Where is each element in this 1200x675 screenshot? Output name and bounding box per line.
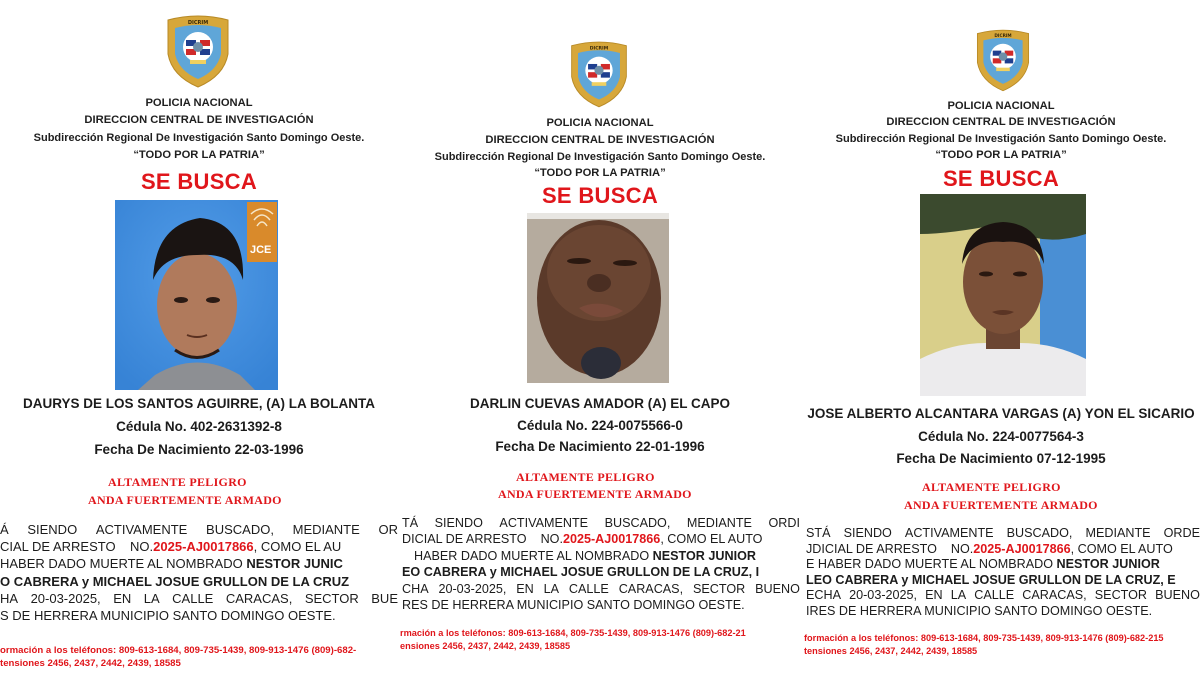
jce-label: JCE — [250, 244, 272, 256]
header-policia-nacional: POLICIA NACIONAL — [145, 97, 253, 109]
wanted-poster-2 — [398, 0, 802, 675]
header-motto: “TODO POR LA PATRIA” — [534, 167, 666, 179]
wanted-description-paragraph: TÁ SIENDO ACTIVAMENTE BUSCADO, MEDIANTE ORDI DICIAL DE ARRESTO NO.2025-AJ0017866, COMO EL AUTO HABER DADO MUERTE AL NOMBRADO NESTOR JUNIOR EO CABRERA y MICHAEL JOSUE GRULLON DE LA CRUZ, I CHA 20-03-2025, EN LA CALLE CARACAS, SECTOR BUENO RES DE HERRERA MUNICIPIO SANTO DOMINGO OESTE. — [402, 516, 800, 613]
suspect-name: DARLIN CUEVAS AMADOR (A) EL CAPO — [469, 396, 730, 411]
wanted-description-paragraph: STÁ SIENDO ACTIVAMENTE BUSCADO, MEDIANTE ORDE JDICIAL DE ARRESTO NO.2025-AJ0017866, COMO EL AUTO E HABER DADO MUERTE AL NOMBRADO NESTOR JUNIOR LEO CABRERA y MICHAEL JOSUE GRULLON DE LA CRUZ, E ECHA 20-03-2025, EN LA CALLE CARACAS, SECTOR BUENO IRES DE HERRERA MUNICIPIO SANTO DOMINGO OESTE. — [806, 526, 1200, 618]
warning-dangerous: ALTAMENTE PELIGRO — [516, 470, 655, 484]
suspect-photo — [527, 213, 669, 383]
suspect-birth-date: Fecha De Nacimiento 22-01-1996 — [495, 439, 705, 454]
suspect-cedula: Cédula No. 402-2631392-8 — [116, 419, 282, 434]
warning-armed: ANDA FUERTEMENTE ARMADO — [88, 493, 282, 507]
svg-text:DICRIM: DICRIM — [589, 46, 609, 52]
contact-phones: ormación a los teléfonos: 809-613-1684, 809-735-1439, 809-913-1476 (809)-682- tensiones 2456, 2437, 2442, 2439, 18585 — [0, 645, 357, 669]
wanted-description-paragraph: Á SIENDO ACTIVAMENTE BUSCADO, MEDIANTE OR CIAL DE ARRESTO NO.2025-AJ0017866, COMO EL AU HABER DADO MUERTE AL NOMBRADO NESTOR JUNIC O CABRERA y MICHAEL JOSUE GRULLON DE LA CRUZ HA 20-03-2025, EN LA CALLE CARACAS, SECTOR BUE S DE HERRERA MUNICIPIO SANTO DOMINGO OESTE. — [0, 522, 398, 624]
warning-dangerous: ALTAMENTE PELIGRO — [108, 475, 247, 489]
svg-text:DICRIM: DICRIM — [994, 33, 1012, 39]
wanted-poster-1 — [0, 0, 398, 675]
header-motto: “TODO POR LA PATRIA” — [935, 149, 1067, 161]
header-subdireccion: Subdirección Regional De Investigación Santo Domingo Oeste. — [835, 133, 1167, 145]
arrest-warrant-number: 2025-AJ0017866 — [562, 532, 661, 547]
suspect-birth-date: Fecha De Nacimiento 22-03-1996 — [94, 442, 304, 457]
dicrim-badge-icon — [568, 40, 630, 108]
suspect-cedula: Cédula No. 224-0075566-0 — [517, 418, 683, 433]
dicrim-badge-icon — [164, 14, 232, 88]
header-direccion-central: DIRECCION CENTRAL DE INVESTIGACIÓN — [84, 114, 314, 126]
suspect-photo — [115, 200, 278, 390]
header-motto: “TODO POR LA PATRIA” — [133, 149, 265, 161]
svg-text:DICRIM: DICRIM — [187, 20, 209, 26]
se-busca-title: SE BUSCA — [541, 183, 659, 208]
warning-armed: ANDA FUERTEMENTE ARMADO — [498, 487, 692, 501]
suspect-photo — [920, 194, 1086, 396]
suspect-name: DAURYS DE LOS SANTOS AGUIRRE, (A) LA BOLANTA — [22, 396, 375, 411]
contact-phones: rmación a los teléfonos: 809-613-1684, 809-735-1439, 809-913-1476 (809)-682-21 ensiones 2456, 2437, 2442, 2439, 18585 — [400, 628, 746, 651]
se-busca-title: SE BUSCA — [942, 166, 1060, 191]
header-policia-nacional: POLICIA NACIONAL — [947, 100, 1055, 112]
arrest-warrant-number: 2025-AJ0017866 — [973, 541, 1071, 556]
suspect-name: JOSE ALBERTO ALCANTARA VARGAS (A) YON EL SICARIO — [807, 406, 1195, 421]
suspect-birth-date: Fecha De Nacimiento 07-12-1995 — [896, 451, 1106, 466]
suspect-cedula: Cédula No. 224-0077564-3 — [918, 429, 1084, 444]
contact-phones: formación a los teléfonos: 809-613-1684, 809-735-1439, 809-913-1476 (809)-682-215 tensiones 2456, 2437, 2442, 2439, 18585 — [804, 633, 1164, 656]
arrest-warrant-number: 2025-AJ0017866 — [153, 539, 254, 555]
header-direccion-central: DIRECCION CENTRAL DE INVESTIGACIÓN — [485, 134, 715, 146]
header-subdireccion: Subdirección Regional De Investigación Santo Domingo Oeste. — [434, 151, 766, 163]
header-direccion-central: DIRECCION CENTRAL DE INVESTIGACIÓN — [886, 116, 1116, 128]
warning-armed: ANDA FUERTEMENTE ARMADO — [904, 498, 1098, 512]
se-busca-title: SE BUSCA — [140, 169, 258, 194]
dicrim-badge-icon — [974, 28, 1032, 92]
warning-dangerous: ALTAMENTE PELIGRO — [922, 480, 1061, 494]
header-subdireccion: Subdirección Regional De Investigación Santo Domingo Oeste. — [33, 132, 365, 144]
wanted-poster-3 — [802, 0, 1200, 675]
header-policia-nacional: POLICIA NACIONAL — [546, 117, 654, 129]
